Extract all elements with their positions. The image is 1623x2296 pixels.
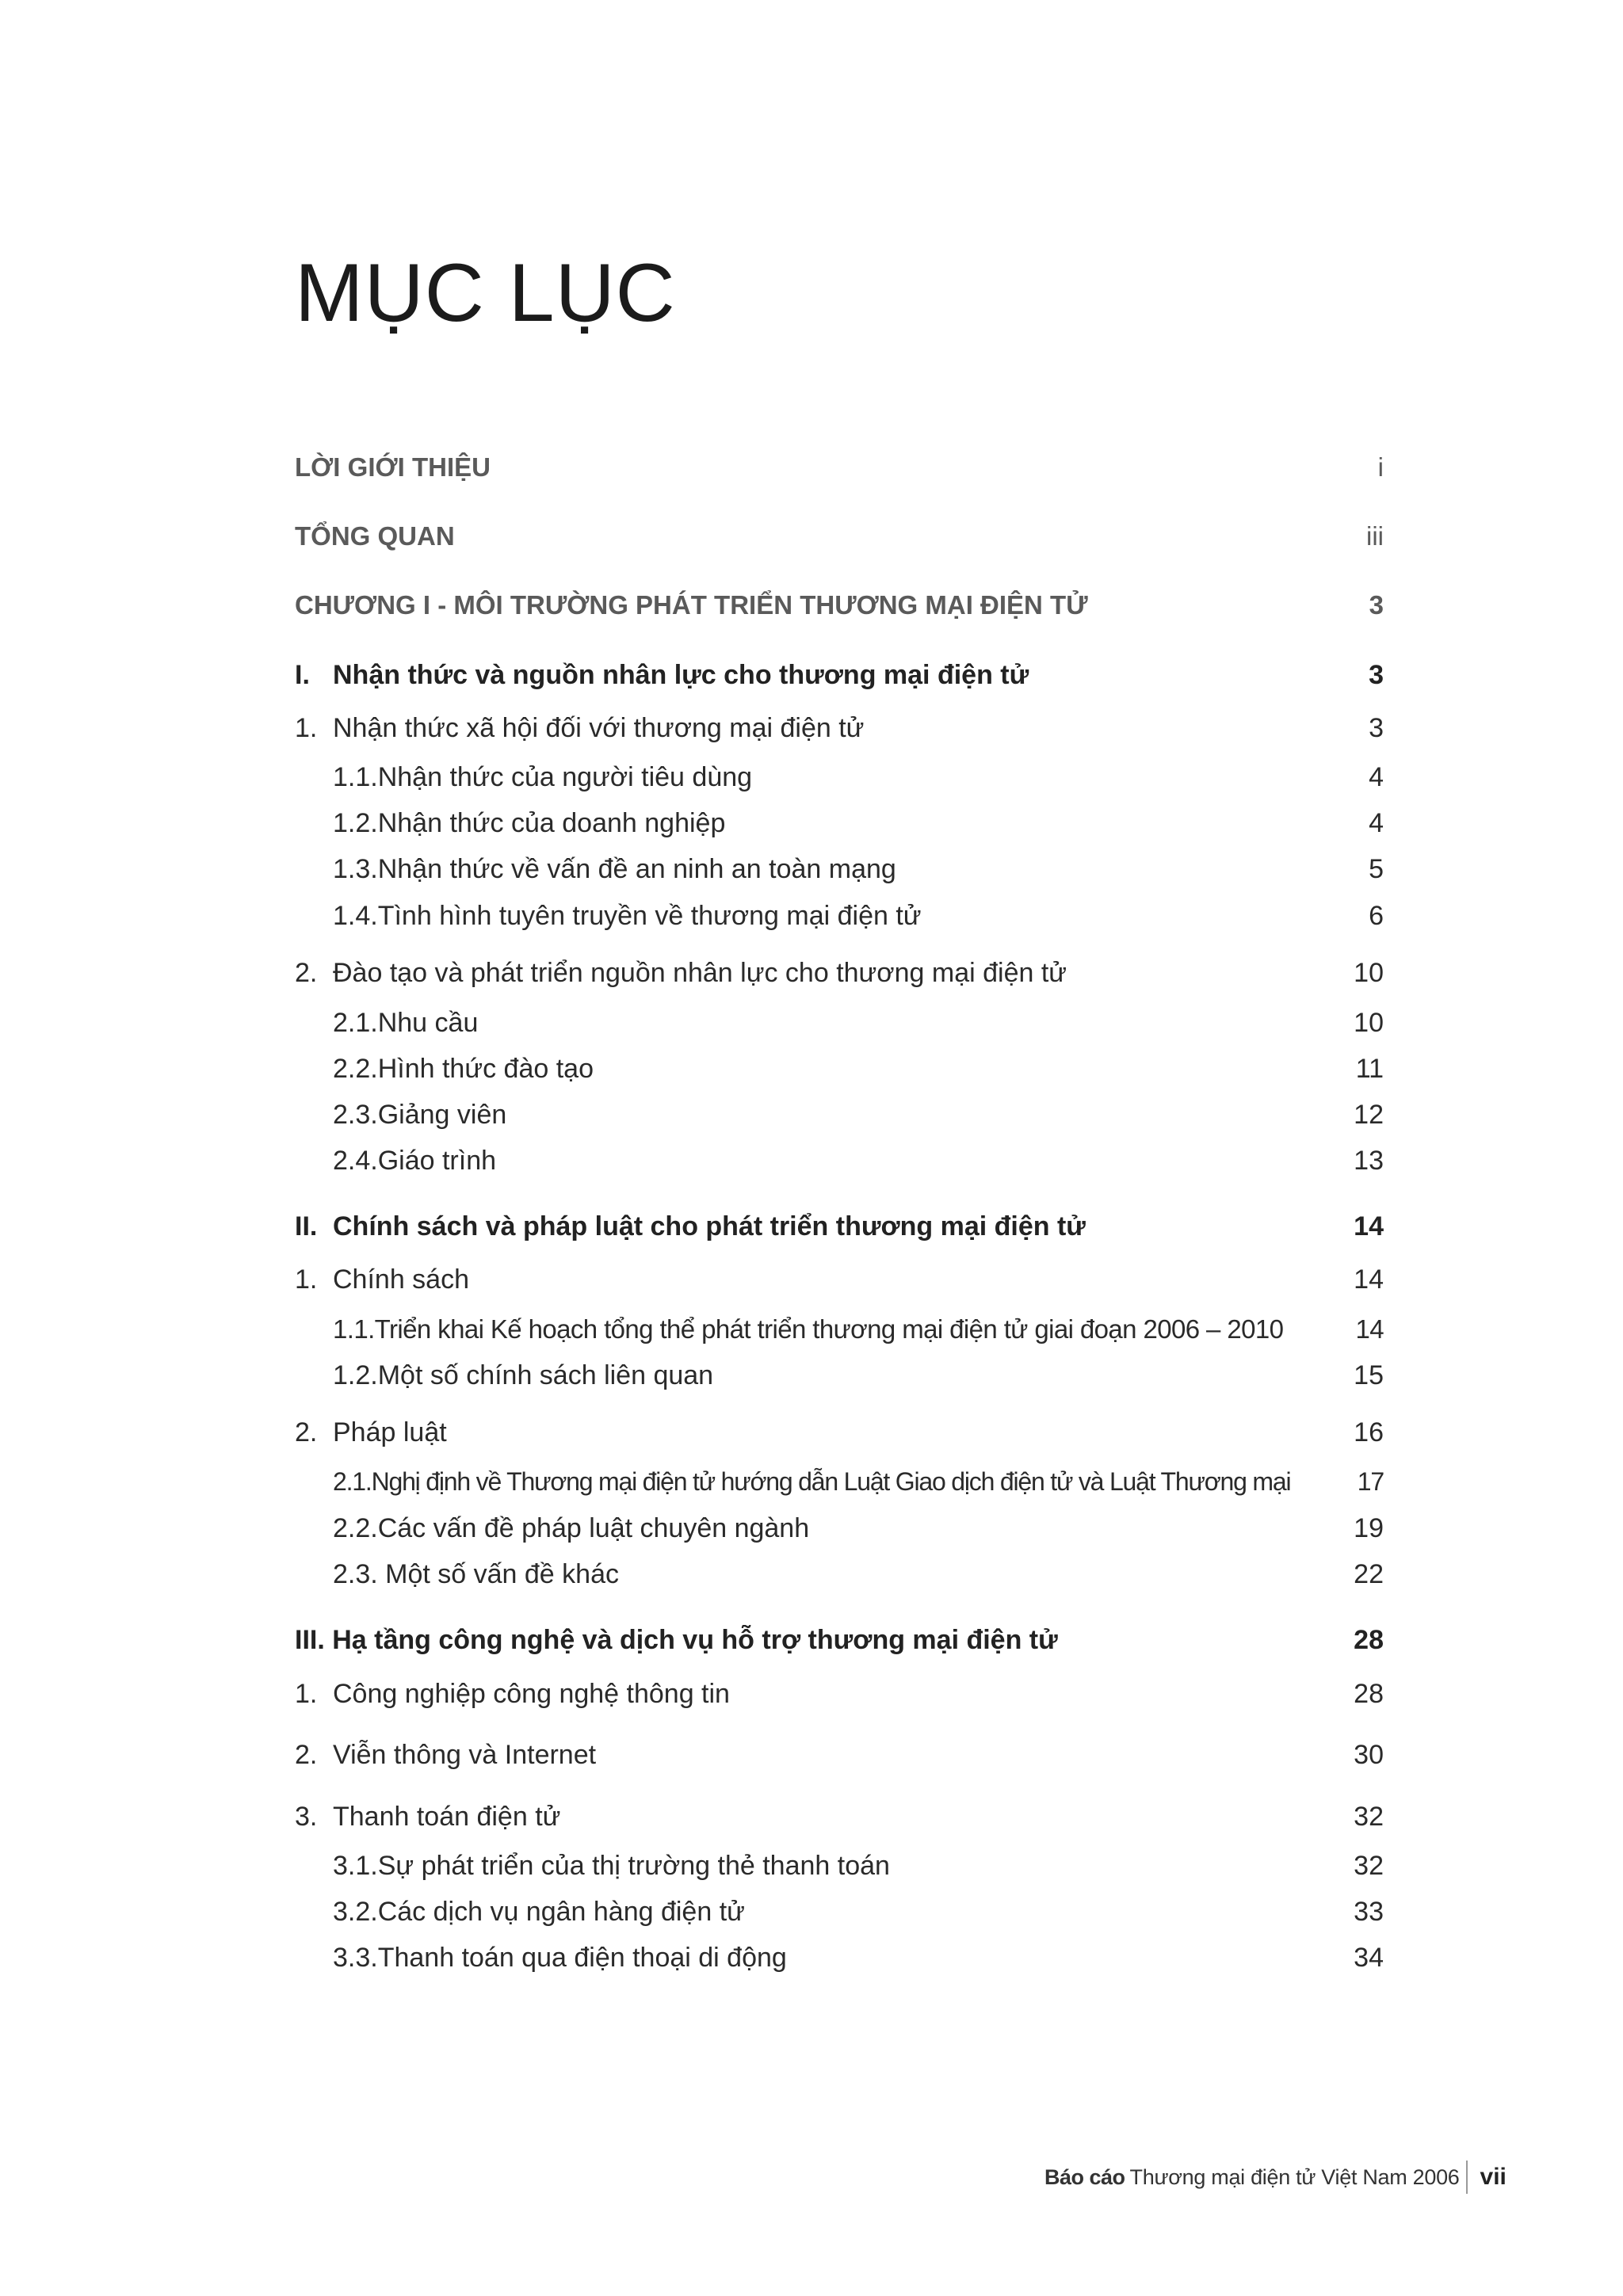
toc-entry-page: 33 [1354, 1896, 1384, 1927]
toc-entry-label: 2.1.Nghị định về Thương mại điện tử hướng dẫn Luật Giao dịch điện tử và Luật Thương mại [333, 1466, 1291, 1496]
toc-entry [295, 1413, 1384, 1451]
toc-entry-page: 30 [1354, 1739, 1384, 1770]
toc-entry-number: 2. [295, 1417, 318, 1447]
footer-divider [1466, 2161, 1468, 2194]
toc-entry-label: Viễn thông và Internet [333, 1739, 597, 1770]
toc-entry-number: II. [295, 1211, 318, 1241]
toc-entry-page: 13 [1354, 1145, 1384, 1176]
footer-publication-title: Thương mại điện tử Việt Nam 2006 [1129, 2164, 1460, 2189]
toc-entry-number: 2. [295, 957, 318, 988]
toc-entry-page: 28 [1354, 1678, 1384, 1709]
page-number: vii [1480, 2164, 1507, 2190]
toc-entry [295, 1798, 1384, 1836]
toc-entry-page: 22 [1354, 1558, 1384, 1589]
toc-entry-label: 1.4.Tình hình tuyên truyền về thương mại điện tử [333, 900, 922, 931]
toc-entry-page: 32 [1354, 1850, 1384, 1881]
page-footer [1044, 2161, 1507, 2193]
toc-entry-number: 3. [295, 1801, 318, 1832]
toc-entry-label: 1.1.Triển khai Kế hoạch tổng thể phát triển thương mại điện tử giai đoạn 2006 – 2010 [333, 1314, 1284, 1344]
toc-entry [333, 1463, 1384, 1501]
toc-entry-number: 1. [295, 1678, 318, 1709]
toc-entry [333, 1555, 1384, 1593]
toc-entry-label: Công nghiệp công nghệ thông tin [333, 1678, 730, 1709]
toc-entry-label: CHƯƠNG I - MÔI TRƯỜNG PHÁT TRIỂN THƯƠNG MẠI ĐIỆN TỬ [295, 590, 1088, 620]
toc-entry-label: 2.4.Giáo trình [333, 1145, 497, 1176]
toc-entry-label: 1.2.Nhận thức của doanh nghiệp [333, 807, 726, 838]
toc-entry [333, 1310, 1384, 1348]
toc-entry-label: 3.2.Các dịch vụ ngân hàng điện tử [333, 1896, 745, 1927]
toc-entry-page: 3 [1369, 590, 1384, 620]
toc-entry-page: 4 [1369, 761, 1384, 792]
toc-entry [295, 586, 1384, 624]
toc-entry [295, 1621, 1384, 1659]
toc-entry-page: 14 [1354, 1211, 1384, 1241]
toc-entry-page: 14 [1354, 1264, 1384, 1295]
toc-entry-page: 6 [1369, 900, 1384, 931]
toc-entry-page: 3 [1369, 712, 1384, 743]
toc-entry-label: Nhận thức xã hội đối với thương mại điện tử [333, 712, 865, 743]
toc-entry-label: 3.3.Thanh toán qua điện thoại di động [333, 1942, 787, 1973]
toc-entry-number: I. [295, 659, 310, 690]
toc-entry-page: 4 [1369, 807, 1384, 838]
toc-entry [333, 1004, 1384, 1042]
toc-entry [295, 1736, 1384, 1774]
toc-entry-label: 2.2.Các vấn đề pháp luật chuyên ngành [333, 1512, 810, 1543]
toc-entry-page: 14 [1355, 1314, 1384, 1344]
toc-entry [333, 897, 1384, 935]
toc-entry [333, 1939, 1384, 1977]
toc-entry-label: 2.2.Hình thức đào tạo [333, 1053, 594, 1084]
toc-entry-label: Đào tạo và phát triển nguồn nhân lực cho thương mại điện tử [333, 957, 1067, 988]
toc-entry [295, 1675, 1384, 1713]
toc-entry-label: Nhận thức và nguồn nhân lực cho thương mại điện tử [333, 659, 1029, 690]
toc-entry [333, 850, 1384, 888]
toc-entry-page: 16 [1354, 1417, 1384, 1447]
page-title: MỤC LỤC [295, 247, 676, 339]
toc-entry-label: TỔNG QUAN [295, 521, 455, 551]
toc-entry-page: i [1377, 452, 1384, 482]
toc-entry [333, 1893, 1384, 1931]
toc-entry-label: 1.3.Nhận thức về vấn đề an ninh an toàn mạng [333, 853, 896, 884]
toc-entry [333, 758, 1384, 796]
toc-entry-label: 3.1.Sự phát triển của thị trường thẻ thanh toán [333, 1850, 890, 1881]
toc-entry-page: iii [1366, 521, 1384, 551]
toc-entry-number: 1. [295, 1264, 318, 1295]
toc-entry [295, 656, 1384, 694]
toc-entry [295, 709, 1384, 747]
toc-entry-page: 11 [1355, 1053, 1384, 1084]
toc-entry-label: 2.3.Giảng viên [333, 1099, 507, 1130]
toc-entry [333, 1356, 1384, 1394]
toc-entry [333, 804, 1384, 842]
toc-entry-label: Thanh toán điện tử [333, 1801, 561, 1832]
toc-entry [333, 1050, 1384, 1088]
toc-entry-page: 34 [1354, 1942, 1384, 1973]
toc-entry [295, 448, 1384, 486]
toc-entry-page: 12 [1354, 1099, 1384, 1130]
toc-entry-page: 32 [1354, 1801, 1384, 1832]
footer-brand: Báo cáo [1044, 2164, 1125, 2189]
toc-entry [333, 1847, 1384, 1885]
toc-entry-page: 3 [1369, 659, 1384, 690]
toc-entry [295, 954, 1384, 992]
toc-entry-label: Chính sách và pháp luật cho phát triển thương mại điện tử [333, 1211, 1086, 1241]
toc-entry [333, 1142, 1384, 1180]
toc-entry [333, 1509, 1384, 1547]
toc-entry [295, 1261, 1384, 1299]
toc-entry-page: 10 [1354, 957, 1384, 988]
toc-entry-label: LỜI GIỚI THIỆU [295, 452, 491, 482]
toc-entry-page: 17 [1357, 1466, 1384, 1496]
toc-entry-number: 2. [295, 1739, 318, 1770]
toc-entry-page: 5 [1369, 853, 1384, 884]
toc-entry [333, 1096, 1384, 1134]
toc-entry-number: 1. [295, 712, 318, 743]
toc-entry [295, 1207, 1384, 1245]
toc-entry-label: 1.2.Một số chính sách liên quan [333, 1360, 714, 1390]
toc-entry-label: 1.1.Nhận thức của người tiêu dùng [333, 761, 753, 792]
toc-entry-page: 19 [1354, 1512, 1384, 1543]
toc-entry-label: Pháp luật [333, 1417, 447, 1447]
toc-entry-page: 15 [1354, 1360, 1384, 1390]
toc-entry-page: 28 [1354, 1624, 1384, 1655]
toc-entry-label: Chính sách [333, 1264, 469, 1295]
toc-entry-page: 10 [1354, 1007, 1384, 1038]
toc-entry-label: 2.1.Nhu cầu [333, 1007, 479, 1038]
toc-entry-label: 2.3. Một số vấn đề khác [333, 1558, 619, 1589]
toc-entry [295, 517, 1384, 555]
toc-entry-label: III. Hạ tầng công nghệ và dịch vụ hỗ trợ thương mại điện tử [295, 1624, 1058, 1655]
